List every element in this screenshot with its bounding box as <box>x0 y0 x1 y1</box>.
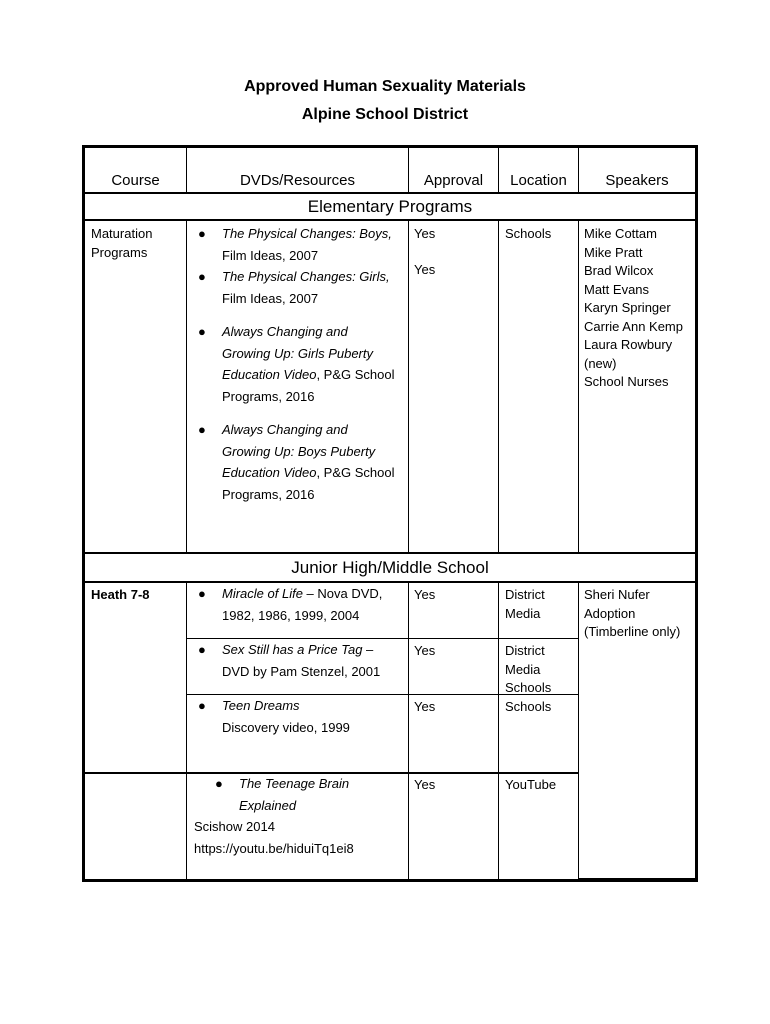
elementary-resources <box>187 223 407 505</box>
list-item: ● Always Changing and Growing Up: Girls Puberty Education Video, P&G School Programs, 2016 <box>198 324 395 404</box>
junior-approval-2: Yes <box>414 643 436 658</box>
youtube-link[interactable]: https://youtu.be/hiduiTq1ei8 <box>194 840 354 856</box>
course-heath: Heath 7-8 <box>91 587 150 602</box>
header-speakers: Speakers <box>605 172 669 189</box>
document-title: Approved Human Sexuality Materials <box>244 78 526 95</box>
header-approval: Approval <box>423 172 484 189</box>
junior-speakers: Sheri Nufer Adoption (Timberline only) <box>584 587 681 639</box>
header-location: Location <box>510 172 567 189</box>
table-row <box>187 639 407 682</box>
list-item: ● Teen Dreams Discovery video, 1999 <box>198 698 350 735</box>
elementary-speakers: Mike Cottam Mike Pratt Brad Wilcox Matt Evans Karyn Springer Carrie Ann Kemp Laura Rowbury (new) School Nurses <box>584 226 683 389</box>
section-elementary: Elementary Programs <box>307 197 473 216</box>
section-junior-high: Junior High/Middle School <box>291 558 489 577</box>
junior-location-4: YouTube <box>505 777 557 792</box>
junior-location-1: District Media <box>505 587 545 621</box>
list-item: ● Sex Still has a Price Tag – DVD by Pam Stenzel, 2001 <box>198 642 381 679</box>
list-item: ● The Physical Changes: Girls, Film Ideas, 2007 <box>198 269 390 306</box>
elementary-approval-1: Yes <box>414 226 436 241</box>
table-row <box>187 583 407 626</box>
junior-approval-1: Yes <box>414 587 436 602</box>
document-subtitle: Alpine School District <box>301 106 469 123</box>
header-resources: DVDs/Resources <box>239 172 356 189</box>
junior-location-2: District Media Schools <box>505 643 552 695</box>
junior-approval-4: Yes <box>414 777 436 792</box>
table-row <box>187 695 407 738</box>
junior-approval-3: Yes <box>414 699 436 714</box>
list-item: ● The Physical Changes: Boys, Film Ideas, 2007 <box>198 226 392 263</box>
list-item: ● Miracle of Life – Nova DVD, 1982, 1986, 1999, 2004 <box>198 586 383 623</box>
header-course: Course <box>111 172 160 189</box>
list-item: ● The Teenage Brain Explained <box>215 776 350 813</box>
table-row <box>187 773 407 859</box>
junior-location-3: Schools <box>505 699 552 714</box>
elementary-approval-2: Yes <box>414 262 436 277</box>
scishow-credit: Scishow 2014 <box>194 819 275 834</box>
elementary-location: Schools <box>505 226 552 241</box>
list-item: ● Always Changing and Growing Up: Boys Puberty Education Video, P&G School Programs, 2016 <box>198 422 395 502</box>
course-maturation: Maturation Programs <box>91 226 153 260</box>
